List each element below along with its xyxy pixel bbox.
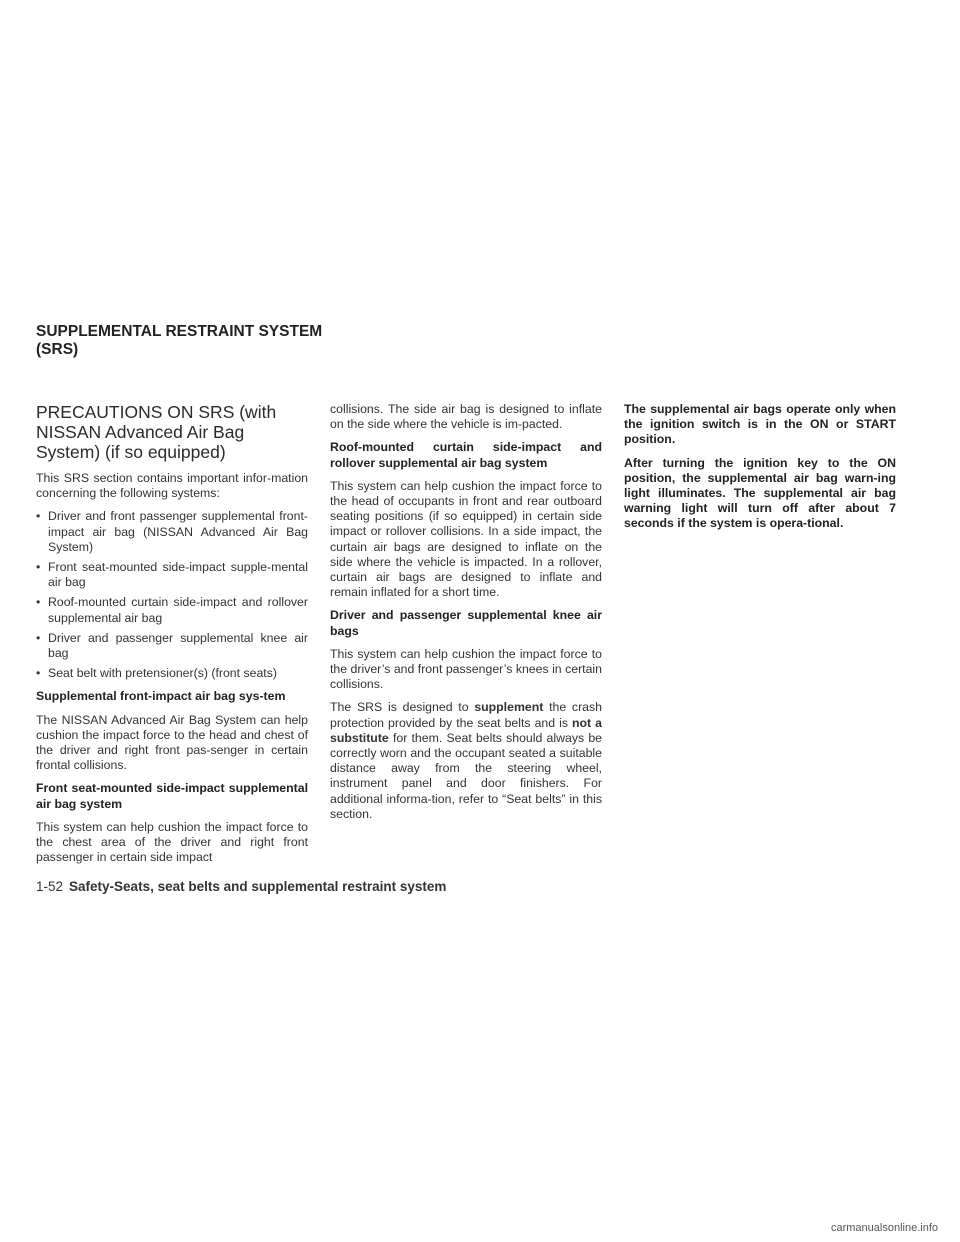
bullet-icon: • [36, 560, 41, 575]
bullet-icon: • [36, 509, 41, 524]
list-item: • Roof-mounted curtain side-impact and rollover supplemental air bag [36, 595, 308, 625]
column-3 [624, 402, 896, 540]
page-footer [36, 879, 736, 895]
warning-light-note: After turning the ignition key to the ON position, the supplemental air bag warn-ing light illuminates. The supplemental air bag warning light will turn off after about 7 seconds if the system is opera-tional. [624, 455, 896, 531]
systems-list [36, 509, 308, 681]
intro-paragraph: This SRS section contains important infor-mation concerning the following systems: [36, 471, 308, 501]
side-impact-paragraph: This system can help cushion the impact force to the chest area of the driver and right front passenger in certain side impact [36, 819, 308, 865]
subheading-knee: Driver and passenger supplemental knee air bags [330, 608, 602, 638]
subheading-curtain: Roof-mounted curtain side-impact and rollover supplemental air bag system [330, 440, 602, 470]
list-item: • Front seat-mounted side-impact supple-mental air bag [36, 560, 308, 590]
bullet-icon: • [36, 666, 41, 681]
column-2 [330, 402, 602, 830]
section-title: SUPPLEMENTAL RESTRAINT SYSTEM (SRS) [36, 323, 323, 358]
watermark: carmanualsonline.info [830, 1222, 938, 1234]
precautions-heading: PRECAUTIONS ON SRS (with NISSAN Advanced Air Bag System) (if so equipped) [36, 402, 277, 462]
bullet-icon: • [36, 630, 41, 645]
page-number: 1-52 [36, 879, 64, 894]
knee-paragraph: This system can help cushion the impact force to the driver’s and front passenger’s knees in certain collisions. [330, 646, 602, 692]
bullet-icon: • [36, 595, 41, 610]
subheading-side-impact: Front seat-mounted side-impact supplemental air bag system [36, 781, 308, 811]
chapter-title: Safety-Seats, seat belts and supplemental restraint system [69, 879, 447, 894]
side-impact-continued: collisions. The side air bag is designed to inflate on the side where the vehicle is im-pacted. [330, 402, 602, 432]
list-item: • Seat belt with pretensioner(s) (front seats) [36, 666, 277, 681]
srs-supplement-paragraph: The SRS is designed to supplement the crash protection provided by the seat belts and is not a substitute for them. Seat belts should always be correctly worn and the occupant seated a suitable distance away from the steering wheel, instrument panel and door finishers. For additional informa-tion, refer to “Seat belts” in this section. [330, 700, 603, 821]
list-item: • Driver and front passenger supplemental front-impact air bag (NISSAN Advanced Air Bag System) [36, 509, 308, 554]
front-impact-paragraph: The NISSAN Advanced Air Bag System can help cushion the impact force to the head and chest of the driver and right front pas-senger in certain frontal collisions. [36, 712, 308, 773]
list-item: • Driver and passenger supplemental knee air bag [36, 630, 308, 661]
column-1 [36, 402, 308, 873]
subheading-front-impact: Supplemental front-impact air bag sys-tem [36, 689, 286, 704]
ignition-note: The supplemental air bags operate only when the ignition switch is in the ON or START position. [624, 402, 896, 447]
curtain-paragraph: This system can help cushion the impact force to the head of occupants in front and rear outboard seating positions (if so equipped) in certain side impact or rollover collisions. In a side impact, the curtain air bags are designed to inflate on the side where the vehicle is impacted. In a rollover, curtain air bags are designed to inflate and remain inflated for a short time. [330, 478, 602, 600]
